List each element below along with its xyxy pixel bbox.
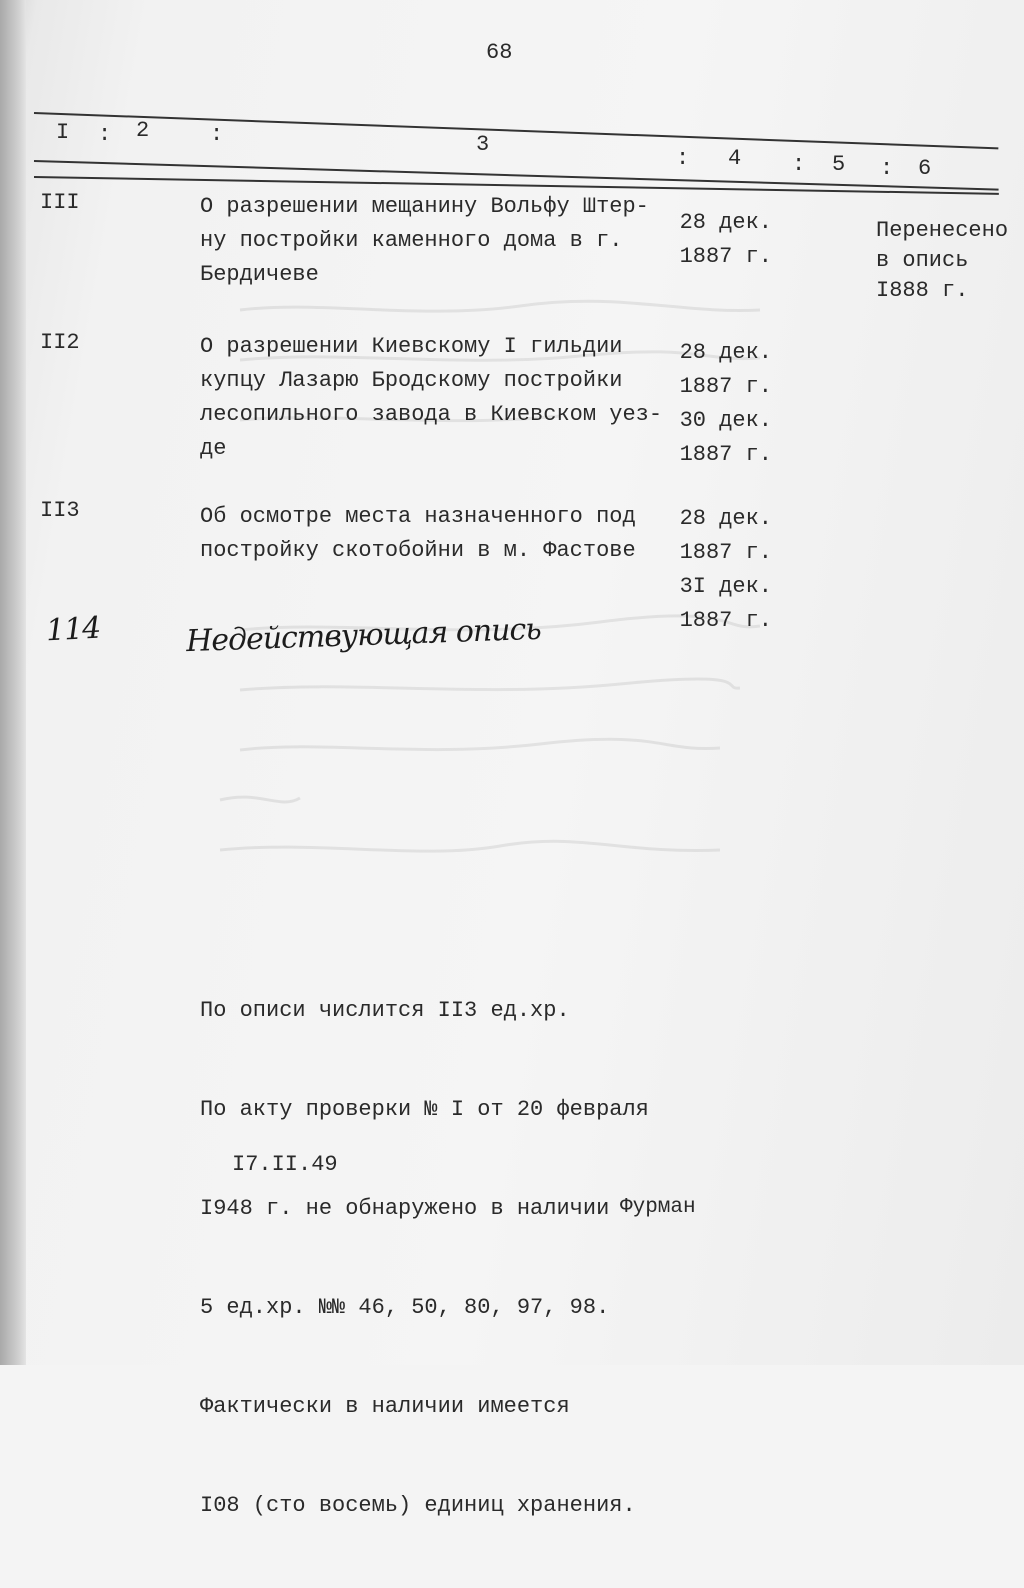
- record-note: Перенесено в опись I888 г.: [876, 218, 1009, 303]
- column-separator: :: [210, 122, 224, 147]
- bleed-through-scribbles: [200, 270, 800, 890]
- summary-line: 5 ед.хр. №№ 46, 50, 80, 97, 98.: [200, 1295, 610, 1320]
- column-header-4: 4: [728, 146, 742, 171]
- column-header-3: 3: [476, 132, 490, 157]
- column-separator: :: [792, 152, 806, 177]
- signature-date: I7.II.49: [232, 1152, 338, 1177]
- column-header-2: 2: [136, 118, 150, 143]
- column-separator: :: [676, 146, 690, 171]
- record-description: Об осмотре места назначенного под постройку скотобойни в м. Фастове: [200, 504, 636, 563]
- handwritten-record-text: Недействующая опись: [185, 611, 542, 660]
- record-dates: 28 дек. 1887 г. 3I дек. 1887 г.: [679, 506, 772, 633]
- header-rule-top: [34, 112, 998, 149]
- record-description: О разрешении мещанину Вольфу Штер- ну постройки каменного дома в г. Бердичеве: [200, 194, 649, 287]
- page-number: 68: [486, 40, 513, 65]
- record-number: III: [40, 190, 80, 215]
- handwritten-record-number: 114: [45, 610, 102, 649]
- summary-line: Фактически в наличии имеется: [200, 1394, 570, 1419]
- record-number: II3: [40, 498, 80, 523]
- column-separator: :: [880, 156, 894, 181]
- column-header-5: 5: [832, 152, 846, 177]
- record-description: О разрешении Киевскому I гильдии купцу Лазарю Бродскому постройки лесопильного завода в Киевском уез- де: [200, 334, 663, 461]
- summary-line: I08 (сто восемь) единиц хранения.: [200, 1493, 636, 1518]
- summary-line: По описи числится II3 ед.хр.: [200, 998, 570, 1023]
- summary-line: I948 г. не обнаружено в наличии: [200, 1196, 610, 1221]
- record-dates: 28 дек. 1887 г. 30 дек. 1887 г.: [679, 340, 772, 467]
- column-separator: :: [98, 122, 112, 147]
- column-header-1: I: [56, 120, 70, 145]
- record-number: II2: [40, 330, 80, 355]
- book-binding-shadow: [0, 0, 26, 1365]
- record-dates: 28 дек. 1887 г.: [679, 210, 772, 269]
- column-header-6: 6: [918, 156, 932, 181]
- signature-name: Фурман: [620, 1196, 696, 1219]
- summary-line: По акту проверки № I от 20 февраля: [200, 1097, 649, 1122]
- summary-block: [200, 928, 649, 1588]
